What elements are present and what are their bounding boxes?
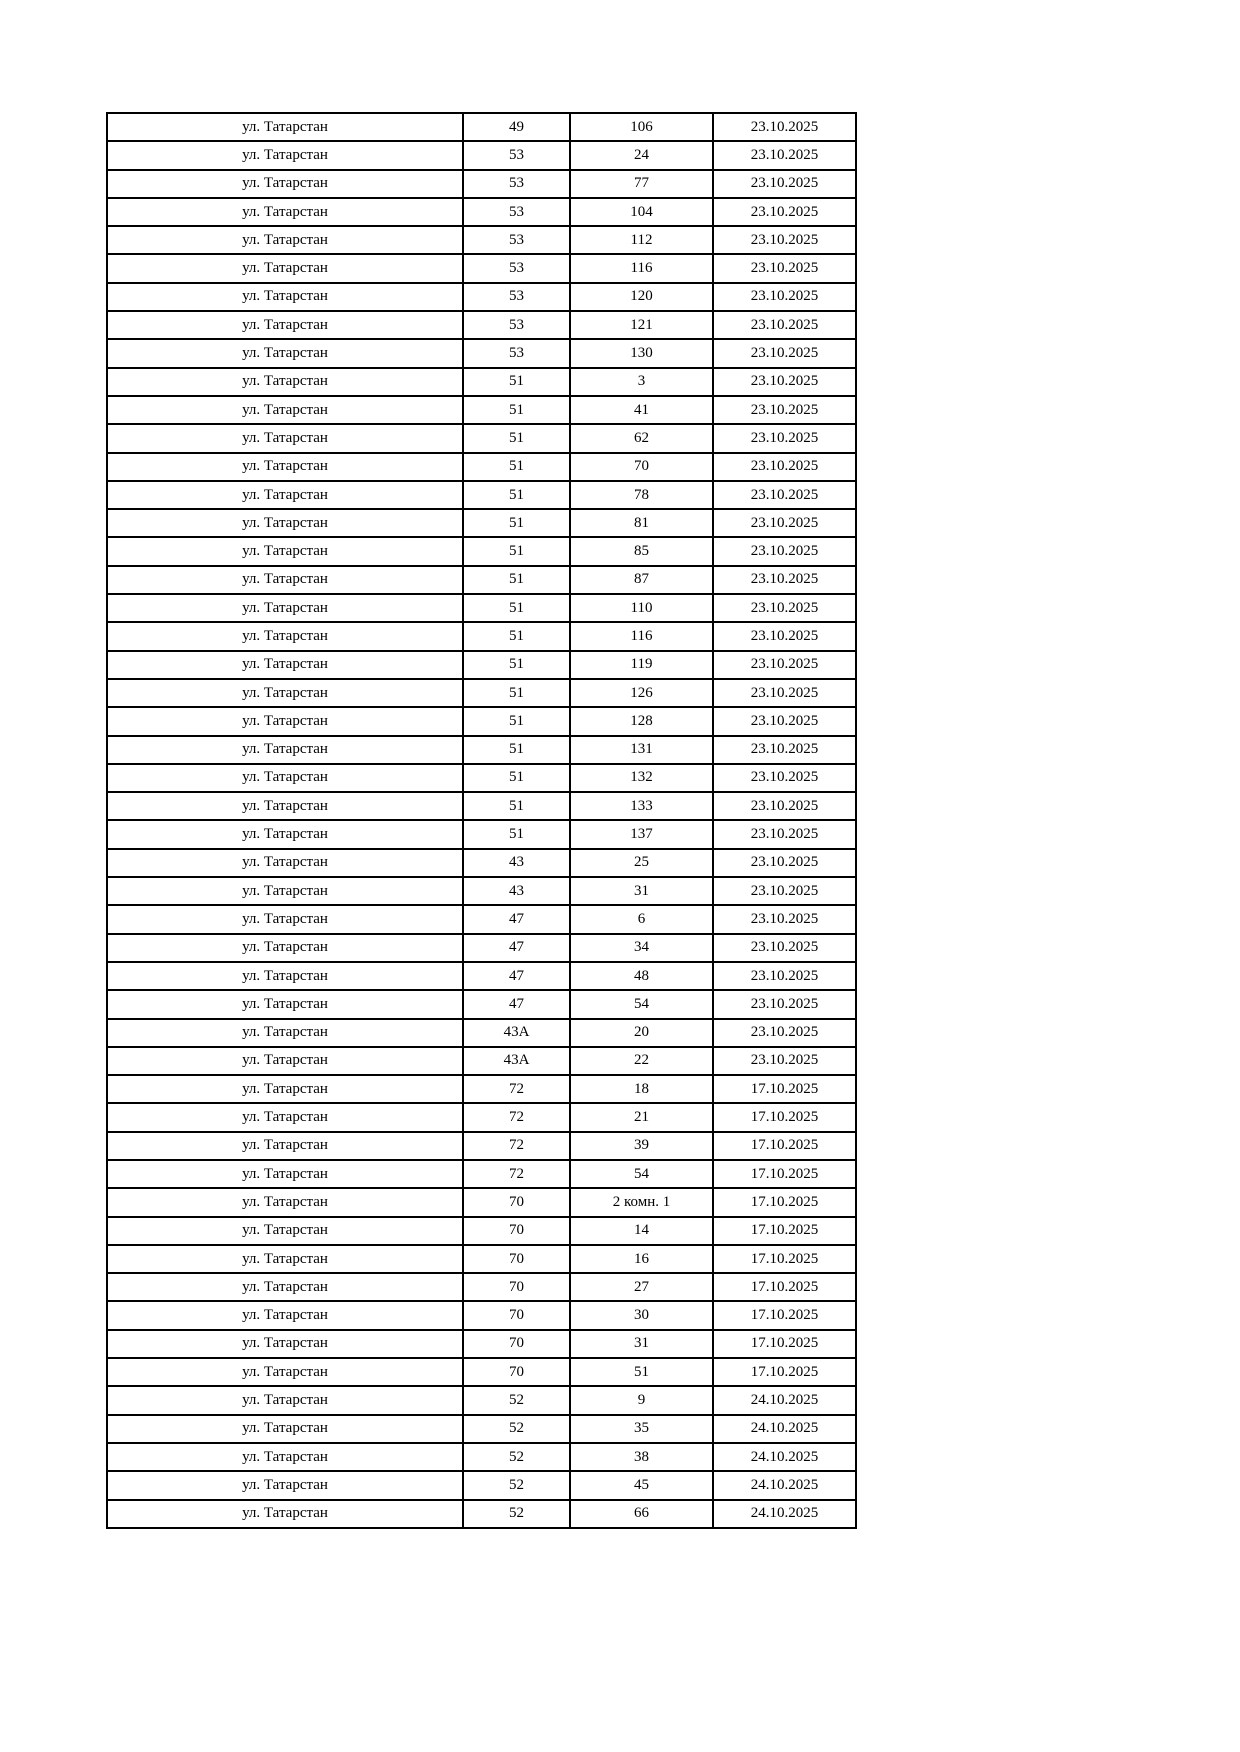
apartment-cell: 119 (570, 651, 713, 679)
street-cell: ул. Татарстан (107, 113, 463, 141)
table-row (107, 198, 856, 226)
table-row (107, 311, 856, 339)
date-cell: 23.10.2025 (713, 820, 856, 848)
table-row (107, 1019, 856, 1047)
apartment-cell: 41 (570, 396, 713, 424)
apartment-cell: 131 (570, 736, 713, 764)
table-row (107, 1103, 856, 1131)
table-row (107, 1047, 856, 1075)
street-cell: ул. Татарстан (107, 198, 463, 226)
date-cell: 23.10.2025 (713, 226, 856, 254)
apartment-cell: 70 (570, 453, 713, 481)
street-cell: ул. Татарстан (107, 566, 463, 594)
house-number-cell: 72 (463, 1075, 570, 1103)
street-cell: ул. Татарстан (107, 792, 463, 820)
street-cell: ул. Татарстан (107, 1160, 463, 1188)
table-row (107, 170, 856, 198)
house-number-cell: 51 (463, 453, 570, 481)
apartment-cell: 116 (570, 254, 713, 282)
date-cell: 23.10.2025 (713, 877, 856, 905)
table-row (107, 1386, 856, 1414)
date-cell: 17.10.2025 (713, 1075, 856, 1103)
street-cell: ул. Татарстан (107, 1047, 463, 1075)
date-cell: 23.10.2025 (713, 509, 856, 537)
house-number-cell: 53 (463, 141, 570, 169)
street-cell: ул. Татарстан (107, 849, 463, 877)
house-number-cell: 53 (463, 198, 570, 226)
house-number-cell: 72 (463, 1160, 570, 1188)
date-cell: 23.10.2025 (713, 537, 856, 565)
table-row (107, 113, 856, 141)
date-cell: 23.10.2025 (713, 707, 856, 735)
street-cell: ул. Татарстан (107, 1330, 463, 1358)
house-number-cell: 52 (463, 1443, 570, 1471)
street-cell: ул. Татарстан (107, 1075, 463, 1103)
date-cell: 17.10.2025 (713, 1358, 856, 1386)
table-row (107, 1330, 856, 1358)
street-cell: ул. Татарстан (107, 1132, 463, 1160)
house-number-cell: 52 (463, 1386, 570, 1414)
date-cell: 23.10.2025 (713, 283, 856, 311)
house-number-cell: 70 (463, 1245, 570, 1273)
house-number-cell: 72 (463, 1132, 570, 1160)
house-number-cell: 53 (463, 170, 570, 198)
street-cell: ул. Татарстан (107, 594, 463, 622)
table-row (107, 707, 856, 735)
table-row (107, 481, 856, 509)
table-row (107, 1245, 856, 1273)
table-row (107, 368, 856, 396)
table-row (107, 226, 856, 254)
street-cell: ул. Татарстан (107, 1103, 463, 1131)
date-cell: 23.10.2025 (713, 1019, 856, 1047)
apartment-cell: 24 (570, 141, 713, 169)
street-cell: ул. Татарстан (107, 1188, 463, 1216)
house-number-cell: 51 (463, 509, 570, 537)
house-number-cell: 51 (463, 792, 570, 820)
house-number-cell: 53 (463, 311, 570, 339)
table-row (107, 339, 856, 367)
house-number-cell: 43А (463, 1047, 570, 1075)
street-cell: ул. Татарстан (107, 226, 463, 254)
house-number-cell: 53 (463, 339, 570, 367)
date-cell: 24.10.2025 (713, 1471, 856, 1499)
apartment-cell: 62 (570, 424, 713, 452)
apartment-cell: 77 (570, 170, 713, 198)
apartment-cell: 38 (570, 1443, 713, 1471)
date-cell: 23.10.2025 (713, 311, 856, 339)
date-cell: 24.10.2025 (713, 1415, 856, 1443)
date-cell: 17.10.2025 (713, 1217, 856, 1245)
date-cell: 23.10.2025 (713, 566, 856, 594)
apartment-cell: 137 (570, 820, 713, 848)
street-cell: ул. Татарстан (107, 934, 463, 962)
table-row (107, 1188, 856, 1216)
street-cell: ул. Татарстан (107, 877, 463, 905)
date-cell: 23.10.2025 (713, 453, 856, 481)
apartment-cell: 128 (570, 707, 713, 735)
house-number-cell: 51 (463, 622, 570, 650)
apartment-cell: 130 (570, 339, 713, 367)
apartment-cell: 133 (570, 792, 713, 820)
house-number-cell: 51 (463, 764, 570, 792)
house-number-cell: 53 (463, 283, 570, 311)
street-cell: ул. Татарстан (107, 509, 463, 537)
table-row (107, 679, 856, 707)
date-cell: 23.10.2025 (713, 368, 856, 396)
apartment-cell: 21 (570, 1103, 713, 1131)
house-number-cell: 51 (463, 651, 570, 679)
apartment-cell: 18 (570, 1075, 713, 1103)
apartment-cell: 106 (570, 113, 713, 141)
apartment-cell: 116 (570, 622, 713, 650)
apartment-cell: 112 (570, 226, 713, 254)
table-row (107, 254, 856, 282)
date-cell: 23.10.2025 (713, 736, 856, 764)
house-number-cell: 43 (463, 877, 570, 905)
house-number-cell: 43 (463, 849, 570, 877)
table-row (107, 1358, 856, 1386)
apartment-cell: 20 (570, 1019, 713, 1047)
street-cell: ул. Татарстан (107, 368, 463, 396)
table-row (107, 1301, 856, 1329)
apartment-cell: 54 (570, 1160, 713, 1188)
apartment-cell: 14 (570, 1217, 713, 1245)
apartment-cell: 22 (570, 1047, 713, 1075)
apartment-cell: 121 (570, 311, 713, 339)
house-number-cell: 53 (463, 226, 570, 254)
house-number-cell: 53 (463, 254, 570, 282)
apartment-cell: 35 (570, 1415, 713, 1443)
street-cell: ул. Татарстан (107, 339, 463, 367)
house-number-cell: 51 (463, 679, 570, 707)
street-cell: ул. Татарстан (107, 311, 463, 339)
table-row (107, 820, 856, 848)
street-cell: ул. Татарстан (107, 962, 463, 990)
date-cell: 24.10.2025 (713, 1386, 856, 1414)
date-cell: 23.10.2025 (713, 962, 856, 990)
house-number-cell: 51 (463, 396, 570, 424)
house-number-cell: 51 (463, 424, 570, 452)
street-cell: ул. Татарстан (107, 1019, 463, 1047)
table-row (107, 396, 856, 424)
street-cell: ул. Татарстан (107, 1443, 463, 1471)
house-number-cell: 70 (463, 1273, 570, 1301)
table-row (107, 1132, 856, 1160)
street-cell: ул. Татарстан (107, 1358, 463, 1386)
street-cell: ул. Татарстан (107, 170, 463, 198)
apartment-cell: 34 (570, 934, 713, 962)
house-number-cell: 70 (463, 1358, 570, 1386)
date-cell: 23.10.2025 (713, 905, 856, 933)
house-number-cell: 47 (463, 962, 570, 990)
table-row (107, 764, 856, 792)
date-cell: 23.10.2025 (713, 622, 856, 650)
table-row (107, 1217, 856, 1245)
date-cell: 17.10.2025 (713, 1160, 856, 1188)
date-cell: 23.10.2025 (713, 594, 856, 622)
house-number-cell: 51 (463, 736, 570, 764)
house-number-cell: 51 (463, 481, 570, 509)
street-cell: ул. Татарстан (107, 1415, 463, 1443)
street-cell: ул. Татарстан (107, 453, 463, 481)
table-row (107, 283, 856, 311)
table-row (107, 1160, 856, 1188)
date-cell: 23.10.2025 (713, 792, 856, 820)
date-cell: 23.10.2025 (713, 339, 856, 367)
street-cell: ул. Татарстан (107, 707, 463, 735)
house-number-cell: 51 (463, 537, 570, 565)
table-row (107, 792, 856, 820)
apartment-cell: 45 (570, 1471, 713, 1499)
date-cell: 17.10.2025 (713, 1273, 856, 1301)
date-cell: 23.10.2025 (713, 679, 856, 707)
street-cell: ул. Татарстан (107, 481, 463, 509)
house-number-cell: 47 (463, 905, 570, 933)
address-table (106, 112, 857, 1529)
date-cell: 23.10.2025 (713, 990, 856, 1018)
table-row (107, 453, 856, 481)
house-number-cell: 52 (463, 1415, 570, 1443)
table-row (107, 566, 856, 594)
house-number-cell: 49 (463, 113, 570, 141)
date-cell: 23.10.2025 (713, 113, 856, 141)
street-cell: ул. Татарстан (107, 651, 463, 679)
apartment-cell: 27 (570, 1273, 713, 1301)
street-cell: ул. Татарстан (107, 1386, 463, 1414)
street-cell: ул. Татарстан (107, 679, 463, 707)
apartment-cell: 51 (570, 1358, 713, 1386)
house-number-cell: 72 (463, 1103, 570, 1131)
table-row (107, 1471, 856, 1499)
house-number-cell: 70 (463, 1217, 570, 1245)
house-number-cell: 47 (463, 934, 570, 962)
table-row (107, 1273, 856, 1301)
apartment-cell: 6 (570, 905, 713, 933)
table-row (107, 1443, 856, 1471)
date-cell: 23.10.2025 (713, 764, 856, 792)
apartment-cell: 30 (570, 1301, 713, 1329)
apartment-cell: 85 (570, 537, 713, 565)
apartment-cell: 39 (570, 1132, 713, 1160)
date-cell: 23.10.2025 (713, 254, 856, 282)
street-cell: ул. Татарстан (107, 141, 463, 169)
apartment-cell: 25 (570, 849, 713, 877)
apartment-cell: 31 (570, 1330, 713, 1358)
table-row (107, 962, 856, 990)
table-row (107, 651, 856, 679)
apartment-cell: 31 (570, 877, 713, 905)
date-cell: 23.10.2025 (713, 934, 856, 962)
house-number-cell: 70 (463, 1301, 570, 1329)
table-row (107, 622, 856, 650)
street-cell: ул. Татарстан (107, 1500, 463, 1528)
table-body (107, 113, 856, 1528)
apartment-cell: 48 (570, 962, 713, 990)
street-cell: ул. Татарстан (107, 990, 463, 1018)
street-cell: ул. Татарстан (107, 1301, 463, 1329)
date-cell: 17.10.2025 (713, 1245, 856, 1273)
date-cell: 24.10.2025 (713, 1500, 856, 1528)
table-row (107, 141, 856, 169)
house-number-cell: 51 (463, 594, 570, 622)
table-row (107, 424, 856, 452)
street-cell: ул. Татарстан (107, 820, 463, 848)
street-cell: ул. Татарстан (107, 1217, 463, 1245)
date-cell: 23.10.2025 (713, 424, 856, 452)
date-cell: 23.10.2025 (713, 651, 856, 679)
street-cell: ул. Татарстан (107, 905, 463, 933)
apartment-cell: 132 (570, 764, 713, 792)
street-cell: ул. Татарстан (107, 537, 463, 565)
apartment-cell: 87 (570, 566, 713, 594)
street-cell: ул. Татарстан (107, 1245, 463, 1273)
date-cell: 23.10.2025 (713, 396, 856, 424)
street-cell: ул. Татарстан (107, 1471, 463, 1499)
table-row (107, 934, 856, 962)
date-cell: 17.10.2025 (713, 1330, 856, 1358)
house-number-cell: 43А (463, 1019, 570, 1047)
date-cell: 23.10.2025 (713, 141, 856, 169)
table-row (107, 509, 856, 537)
street-cell: ул. Татарстан (107, 736, 463, 764)
apartment-cell: 3 (570, 368, 713, 396)
table-row (107, 1500, 856, 1528)
street-cell: ул. Татарстан (107, 764, 463, 792)
date-cell: 17.10.2025 (713, 1301, 856, 1329)
table-row (107, 990, 856, 1018)
table-row (107, 594, 856, 622)
table-row (107, 849, 856, 877)
street-cell: ул. Татарстан (107, 254, 463, 282)
house-number-cell: 70 (463, 1188, 570, 1216)
house-number-cell: 51 (463, 820, 570, 848)
apartment-cell: 54 (570, 990, 713, 1018)
street-cell: ул. Татарстан (107, 396, 463, 424)
house-number-cell: 52 (463, 1471, 570, 1499)
apartment-cell: 66 (570, 1500, 713, 1528)
apartment-cell: 16 (570, 1245, 713, 1273)
date-cell: 17.10.2025 (713, 1188, 856, 1216)
date-cell: 23.10.2025 (713, 170, 856, 198)
street-cell: ул. Татарстан (107, 283, 463, 311)
date-cell: 17.10.2025 (713, 1103, 856, 1131)
table-row (107, 736, 856, 764)
date-cell: 24.10.2025 (713, 1443, 856, 1471)
date-cell: 17.10.2025 (713, 1132, 856, 1160)
date-cell: 23.10.2025 (713, 481, 856, 509)
house-number-cell: 70 (463, 1330, 570, 1358)
apartment-cell: 2 комн. 1 (570, 1188, 713, 1216)
house-number-cell: 52 (463, 1500, 570, 1528)
house-number-cell: 51 (463, 566, 570, 594)
street-cell: ул. Татарстан (107, 424, 463, 452)
house-number-cell: 51 (463, 707, 570, 735)
house-number-cell: 47 (463, 990, 570, 1018)
apartment-cell: 104 (570, 198, 713, 226)
date-cell: 23.10.2025 (713, 1047, 856, 1075)
apartment-cell: 81 (570, 509, 713, 537)
street-cell: ул. Татарстан (107, 622, 463, 650)
date-cell: 23.10.2025 (713, 849, 856, 877)
apartment-cell: 120 (570, 283, 713, 311)
date-cell: 23.10.2025 (713, 198, 856, 226)
apartment-cell: 110 (570, 594, 713, 622)
house-number-cell: 51 (463, 368, 570, 396)
table-row (107, 905, 856, 933)
table-row (107, 1415, 856, 1443)
apartment-cell: 9 (570, 1386, 713, 1414)
table-row (107, 1075, 856, 1103)
street-cell: ул. Татарстан (107, 1273, 463, 1301)
table-row (107, 537, 856, 565)
apartment-cell: 78 (570, 481, 713, 509)
table-row (107, 877, 856, 905)
apartment-cell: 126 (570, 679, 713, 707)
